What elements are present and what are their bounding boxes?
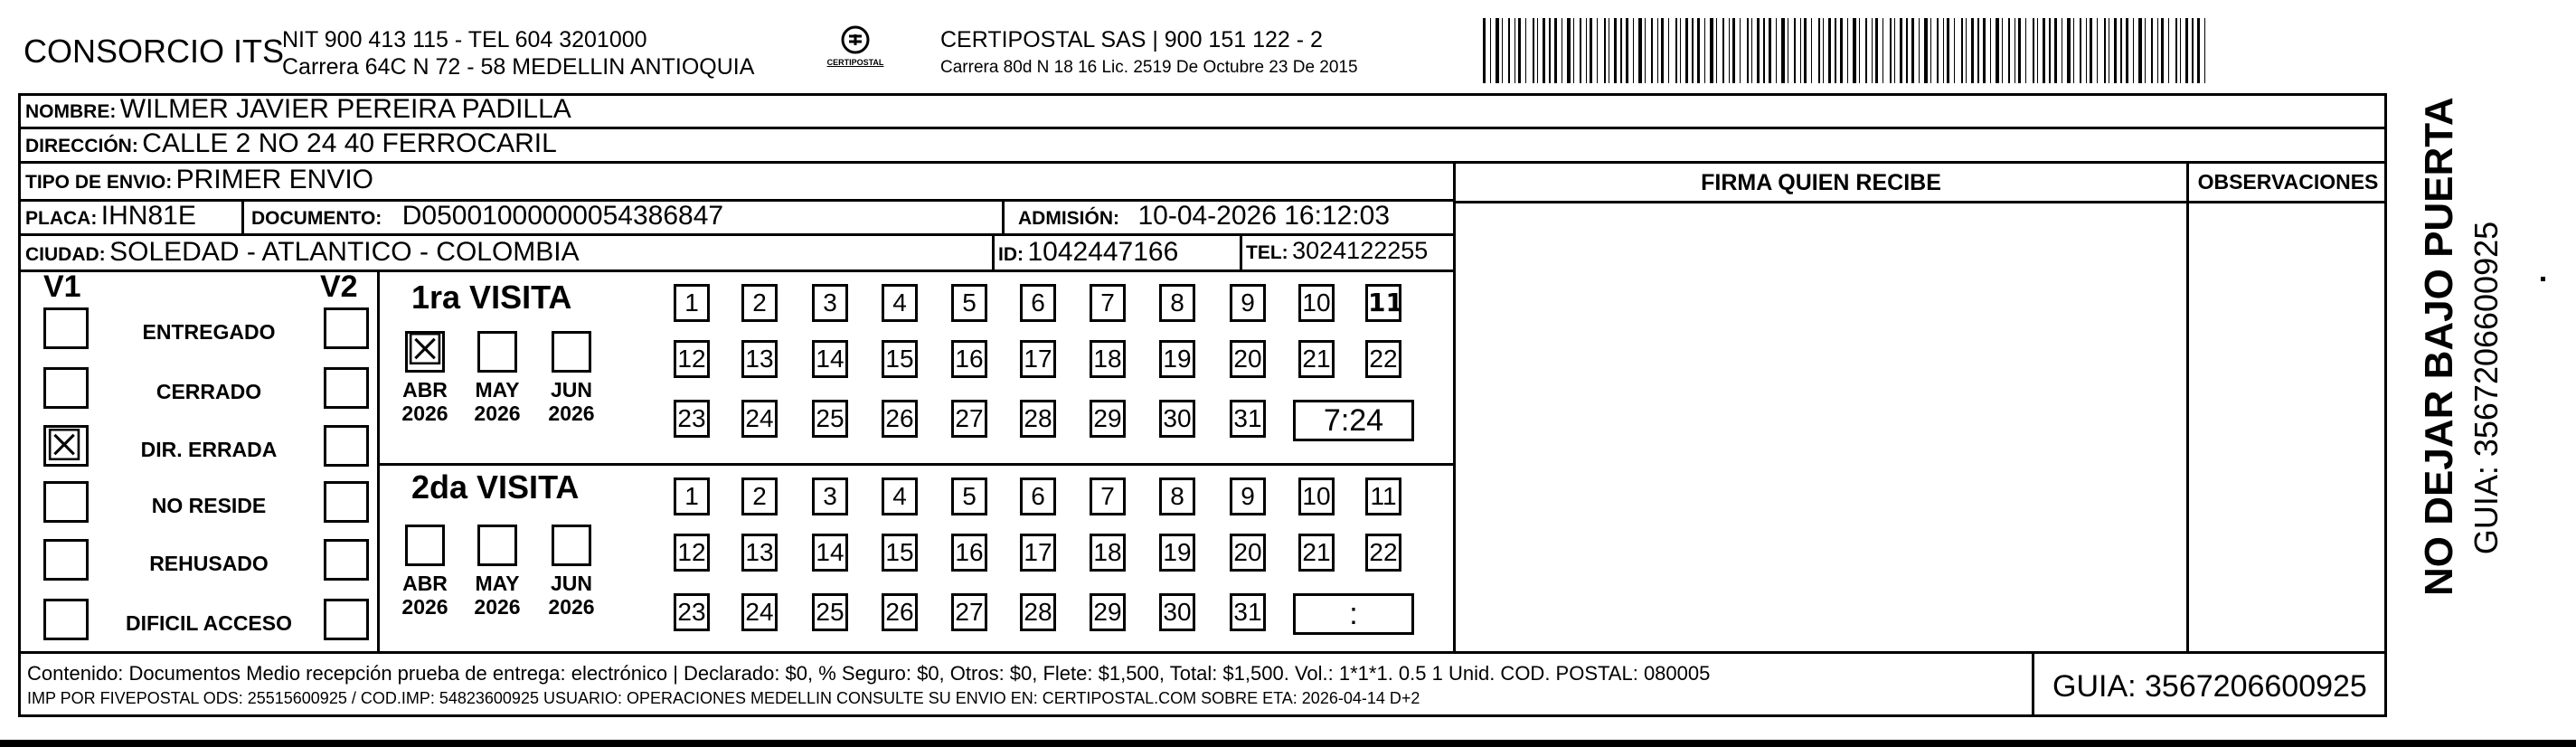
- status-v2-checkbox[interactable]: [324, 307, 369, 349]
- day-box[interactable]: 17: [1020, 534, 1056, 572]
- day-box[interactable]: 3: [812, 478, 848, 515]
- day-box[interactable]: 1: [674, 478, 710, 515]
- day-box[interactable]: 23: [674, 400, 710, 438]
- day-box[interactable]: 31: [1230, 593, 1266, 631]
- day-box[interactable]: 8: [1159, 478, 1195, 515]
- nombre-row: [25, 94, 571, 125]
- time-box[interactable]: 7:24: [1293, 400, 1414, 441]
- tel-label: TEL:: [1246, 242, 1288, 263]
- day-box[interactable]: 27: [951, 400, 987, 438]
- status-option-label: DIFICIL ACCESO: [125, 611, 292, 635]
- day-box[interactable]: 22: [1365, 340, 1401, 378]
- day-box[interactable]: 25: [812, 593, 848, 631]
- day-box[interactable]: 2: [741, 284, 778, 322]
- tipo-envio-row: [25, 165, 373, 195]
- status-v2-checkbox[interactable]: [324, 599, 369, 640]
- day-box[interactable]: 9: [1230, 284, 1266, 322]
- certipostal-logo-icon: [819, 24, 892, 78]
- carrier-address: Carrera 80d N 18 16 Lic. 2519 De Octubre 23 De 2015: [940, 58, 1358, 77]
- status-v1-checkbox[interactable]: [43, 481, 89, 523]
- day-box[interactable]: 5: [951, 284, 987, 322]
- status-option-label: DIR. ERRADA: [140, 438, 278, 461]
- side-guia: GUIA: 3567206600925: [2467, 221, 2505, 555]
- carrier-name: CERTIPOSTAL SAS | 900 151 122 - 2: [940, 27, 1323, 52]
- documento-cell: [251, 201, 723, 232]
- month-checkbox[interactable]: [552, 525, 591, 566]
- placa-label: PLACA:: [25, 208, 98, 229]
- day-box[interactable]: 21: [1298, 340, 1335, 378]
- day-box[interactable]: 15: [882, 534, 918, 572]
- day-box[interactable]: 6: [1020, 478, 1056, 515]
- day-box[interactable]: 17: [1020, 340, 1056, 378]
- day-box[interactable]: 27: [951, 593, 987, 631]
- day-box[interactable]: 7: [1090, 284, 1126, 322]
- status-option-label: ENTREGADO: [142, 320, 276, 344]
- company-name: CONSORCIO ITS: [24, 33, 285, 70]
- admision-value: 10-04-2026 16:12:03: [1137, 201, 1391, 231]
- day-box[interactable]: 9: [1230, 478, 1266, 515]
- placa-cell: [25, 201, 196, 232]
- status-v1-checkbox[interactable]: [43, 599, 89, 640]
- footer-imp: IMP POR FIVEPOSTAL ODS: 25515600925 / COD.IMP: 54823600925 USUARIO: OPERACIONES MEDELLIN CONSULTE SU ENVIO EN: CERTIPOSTAL.COM SOBRE ETA: 2026-04-14 D+2: [27, 689, 1420, 707]
- day-box[interactable]: 21: [1298, 534, 1335, 572]
- status-option-label: NO RESIDE: [151, 494, 267, 517]
- day-box[interactable]: 11: [1365, 284, 1401, 322]
- day-box[interactable]: 2: [741, 478, 778, 515]
- tel-value: 3024122255: [1292, 237, 1429, 264]
- id-cell: [998, 237, 1178, 268]
- tipo-envio-label: TIPO DE ENVIO:: [25, 172, 173, 193]
- day-box[interactable]: 28: [1020, 593, 1056, 631]
- tel-cell: [1246, 237, 1428, 265]
- day-box[interactable]: 14: [812, 534, 848, 572]
- check-mark-icon: ☒: [405, 325, 445, 375]
- day-box[interactable]: 16: [951, 534, 987, 572]
- month-label: ABR 2026: [401, 572, 448, 619]
- day-box[interactable]: 18: [1090, 534, 1126, 572]
- status-v2-checkbox[interactable]: [324, 425, 369, 467]
- observaciones-area[interactable]: [2191, 204, 2384, 649]
- status-v2-checkbox[interactable]: [324, 367, 369, 409]
- month-checkbox[interactable]: [477, 331, 517, 373]
- footer-contenido: Contenido: Documentos Medio recepción prueba de entrega: electrónico | Declarado: $0, % Seguro: $0, Otros: $0, Flete: $1,500, Total: $1,500. Vol.: 1*1*1. 0.5 1 Unid. COD. POSTAL: 080005: [27, 662, 1711, 685]
- status-v1-checkbox[interactable]: [43, 367, 89, 409]
- day-box[interactable]: 10: [1298, 478, 1335, 515]
- status-v1-checkbox[interactable]: [43, 307, 89, 349]
- id-value: 1042447166: [1027, 237, 1179, 267]
- month-label: MAY 2026: [474, 378, 521, 425]
- dot: [2541, 277, 2545, 281]
- placa-value: IHN81E: [100, 201, 196, 231]
- ciudad-value: SOLEDAD - ATLANTICO - COLOMBIA: [109, 237, 580, 267]
- day-box[interactable]: 8: [1159, 284, 1195, 322]
- day-box[interactable]: 24: [741, 593, 778, 631]
- side-no-dejar: NO DEJAR BAJO PUERTA: [2417, 97, 2461, 596]
- month-label: MAY 2026: [474, 572, 521, 619]
- day-box[interactable]: 20: [1230, 534, 1266, 572]
- time-box[interactable]: :: [1293, 593, 1414, 635]
- day-box[interactable]: 5: [951, 478, 987, 515]
- day-box[interactable]: 15: [882, 340, 918, 378]
- day-box[interactable]: 12: [674, 340, 710, 378]
- observaciones-header: OBSERVACIONES: [2197, 170, 2379, 194]
- month-checkbox[interactable]: [477, 525, 517, 566]
- day-box[interactable]: 1: [674, 284, 710, 322]
- month-label: JUN 2026: [548, 378, 595, 425]
- day-box[interactable]: 26: [882, 593, 918, 631]
- day-box[interactable]: 30: [1159, 400, 1195, 438]
- documento-value: D05001000000054386847: [401, 201, 724, 231]
- v1-header: V1: [43, 269, 81, 304]
- status-option-label: REHUSADO: [149, 552, 269, 575]
- day-box[interactable]: 24: [741, 400, 778, 438]
- day-box[interactable]: 6: [1020, 284, 1056, 322]
- day-box[interactable]: 18: [1090, 340, 1126, 378]
- header: [0, 0, 2387, 90]
- day-box[interactable]: 20: [1230, 340, 1266, 378]
- visita2-title: 2da VISITA: [411, 468, 580, 506]
- status-v2-checkbox[interactable]: [324, 481, 369, 523]
- nombre-label: NOMBRE:: [25, 101, 117, 122]
- bottom-bar: [0, 740, 2576, 747]
- day-box[interactable]: 26: [882, 400, 918, 438]
- admision-cell: [1018, 201, 1390, 232]
- day-box[interactable]: 29: [1090, 593, 1126, 631]
- day-box[interactable]: 13: [741, 534, 778, 572]
- admision-label: ADMISIÓN:: [1018, 208, 1119, 229]
- day-box[interactable]: 29: [1090, 400, 1126, 438]
- day-box[interactable]: 23: [674, 593, 710, 631]
- day-box[interactable]: 4: [882, 478, 918, 515]
- firma-header: FIRMA QUIEN RECIBE: [1701, 170, 1941, 195]
- firma-area[interactable]: [1458, 204, 2184, 649]
- day-box[interactable]: 12: [674, 534, 710, 572]
- footer-guia: GUIA: 3567206600925: [2052, 669, 2367, 704]
- logo-text: CERTIPOSTAL: [826, 58, 884, 67]
- day-box[interactable]: 19: [1159, 340, 1195, 378]
- day-box[interactable]: 13: [741, 340, 778, 378]
- day-box[interactable]: 25: [812, 400, 848, 438]
- day-box[interactable]: 30: [1159, 593, 1195, 631]
- visita1-title: 1ra VISITA: [411, 279, 572, 316]
- direccion-value: CALLE 2 NO 24 40 FERROCARIL: [142, 128, 557, 158]
- tipo-envio-value: PRIMER ENVIO: [175, 165, 374, 194]
- month-checkbox[interactable]: [552, 331, 591, 373]
- month-checkbox[interactable]: [405, 525, 445, 566]
- day-box[interactable]: 31: [1230, 400, 1266, 438]
- company-nit: NIT 900 413 115 - TEL 604 3201000: [282, 27, 647, 52]
- side-text: [2396, 92, 2505, 635]
- documento-label: DOCUMENTO:: [251, 208, 382, 229]
- ciudad-cell: [25, 237, 580, 268]
- status-v1-checkbox[interactable]: [43, 539, 89, 581]
- month-label: ABR 2026: [401, 378, 448, 425]
- check-mark-icon: ☒: [44, 421, 84, 471]
- day-box[interactable]: 28: [1020, 400, 1056, 438]
- v2-header: V2: [320, 269, 358, 304]
- barcode-icon: [1483, 18, 2215, 83]
- company-address: Carrera 64C N 72 - 58 MEDELLIN ANTIOQUIA: [282, 54, 755, 80]
- day-box[interactable]: 4: [882, 284, 918, 322]
- nombre-value: WILMER JAVIER PEREIRA PADILLA: [119, 94, 571, 124]
- day-box[interactable]: 14: [812, 340, 848, 378]
- id-label: ID:: [998, 244, 1024, 265]
- day-box[interactable]: 7: [1090, 478, 1126, 515]
- month-label: JUN 2026: [548, 572, 595, 619]
- day-box[interactable]: 19: [1159, 534, 1195, 572]
- status-option-label: CERRADO: [156, 380, 262, 403]
- status-v2-checkbox[interactable]: [324, 539, 369, 581]
- direccion-label: DIRECCIÓN:: [25, 136, 138, 156]
- ciudad-label: CIUDAD:: [25, 244, 106, 265]
- day-box[interactable]: 22: [1365, 534, 1401, 572]
- day-box[interactable]: 3: [812, 284, 848, 322]
- day-box[interactable]: 16: [951, 340, 987, 378]
- day-box[interactable]: 10: [1298, 284, 1335, 322]
- direccion-row: [25, 128, 557, 159]
- day-box[interactable]: 11: [1365, 478, 1401, 515]
